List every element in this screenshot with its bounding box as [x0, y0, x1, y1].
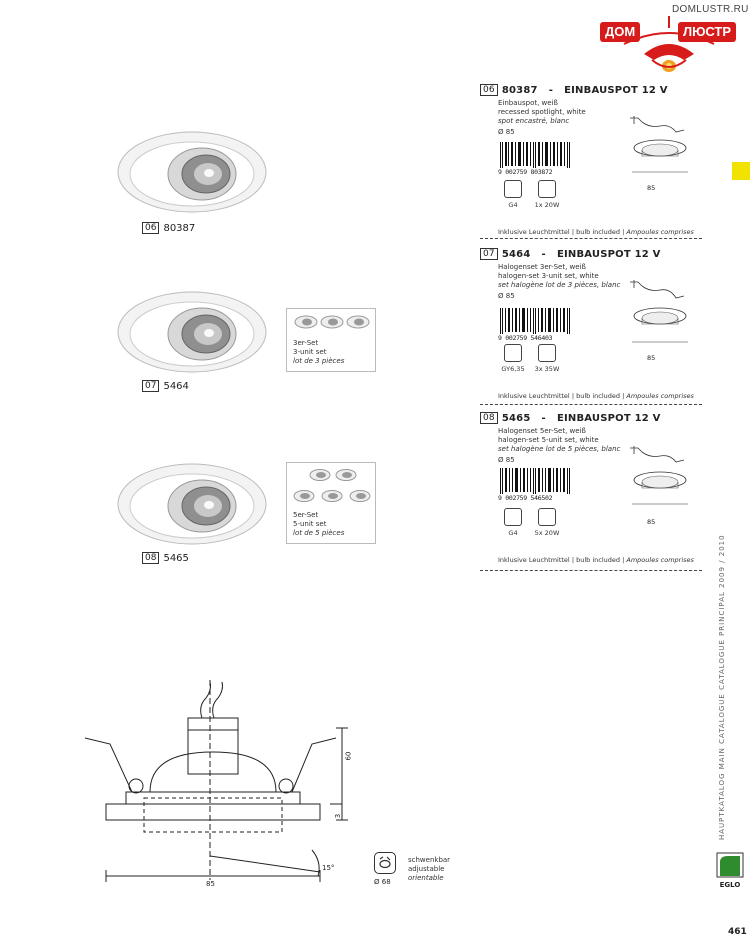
bulb-included-note: Inklusive Leuchtmittel | bulb included | Ampoules comprises — [498, 392, 694, 400]
barcode-bars-icon — [498, 142, 572, 170]
site-url: DOMLUSTR.RU — [672, 4, 749, 15]
diameter: Ø 85 — [498, 128, 515, 136]
spotlight-image-80387 — [116, 130, 268, 230]
product-tag-06: 06 80387 — [142, 222, 195, 234]
set-3-box — [286, 308, 376, 372]
eglo-text: EGLO — [719, 881, 741, 889]
product-heading: 08 5465 - EINBAUSPOT 12 V — [480, 412, 702, 424]
bulb-icon — [538, 344, 556, 362]
desc-de: Halogenset 5er-Set, weiß — [498, 427, 586, 435]
set-5-fr: lot de 5 pièces — [293, 529, 345, 537]
divider — [480, 404, 702, 405]
barcode-bars-icon — [498, 308, 572, 336]
desc-de: Einbauspot, weiß — [498, 99, 558, 107]
width-dimension: 85 — [206, 880, 215, 888]
desc-fr: set halogène lot de 3 pièces, blanc — [498, 281, 621, 289]
dimension-label: 85 — [647, 184, 656, 192]
spotlight-image-5464 — [116, 290, 268, 390]
set-3-de: 3er-Set — [293, 339, 319, 347]
product-drawing-icon — [620, 276, 700, 350]
barcode-bars-icon — [498, 468, 572, 496]
set-5-de: 5er-Set — [293, 511, 319, 519]
desc-fr: set halogène lot de 5 pièces, blanc — [498, 445, 621, 453]
height-dimension: 60 — [344, 751, 353, 761]
page-number: 461 — [728, 927, 747, 937]
socket-type: G4 — [508, 201, 518, 209]
desc-de: Halogenset 3er-Set, weiß — [498, 263, 586, 271]
product-block-80387 — [480, 84, 702, 240]
barcode-digits: 9 002759 546502 — [498, 494, 572, 502]
cutout-diameter: Ø 68 — [374, 878, 391, 886]
adjustable-label: schwenkbar adjustable orientable — [408, 856, 451, 882]
barcode-digits: 9 002759 803872 — [498, 168, 572, 176]
bulb-icon — [538, 508, 556, 526]
divider — [480, 570, 702, 571]
barcode-digits: 9 002759 546403 — [498, 334, 572, 342]
divider — [480, 238, 702, 239]
dom-lustr-logo — [594, 14, 744, 78]
dimension-label: 85 — [647, 518, 656, 526]
desc-en: halogen-set 5-unit set, white — [498, 436, 599, 444]
product-tag-08: 08 5465 — [142, 552, 189, 564]
set-5-en: 5-unit set — [293, 520, 327, 528]
desc-fr: spot encastré, blanc — [498, 117, 570, 125]
socket-type: GY6,35 — [501, 365, 525, 373]
set-3-fr: lot de 3 pièces — [293, 357, 345, 365]
logo-word-lustr: ЛЮСТР — [678, 22, 736, 42]
spotlight-image-5465 — [116, 462, 268, 562]
tilt-angle: 15° — [322, 864, 335, 872]
product-drawing-icon — [620, 112, 700, 182]
barcode — [498, 142, 572, 176]
logo-word-dom: ДОМ — [600, 22, 640, 42]
product-block-5464 — [480, 248, 702, 408]
catalogue-side-label: HAUPTKATALOG MAIN CATALOGUE CATALOGUE PRINCIPAL 2009 / 2010 — [718, 534, 726, 840]
technical-drawing — [80, 680, 380, 890]
eglo-logo — [716, 852, 744, 888]
diameter: Ø 85 — [498, 292, 515, 300]
bulb-included-note: Inklusive Leuchtmittel | bulb included | Ampoules comprises — [498, 228, 694, 236]
diameter: Ø 85 — [498, 456, 515, 464]
bulb-power: 3x 35W — [534, 365, 560, 373]
tilt-icon — [375, 853, 394, 872]
barcode — [498, 308, 572, 342]
product-heading: 06 80387 - EINBAUSPOT 12 V — [480, 84, 702, 96]
socket-icon — [504, 180, 522, 198]
set-3-en: 3-unit set — [293, 348, 327, 356]
socket-type: G4 — [508, 529, 518, 537]
bulb-power: 5x 20W — [534, 529, 560, 537]
bulb-power: 1x 20W — [534, 201, 560, 209]
adjustable-icon — [374, 852, 396, 874]
dimension-label: 85 — [647, 354, 656, 362]
barcode — [498, 468, 572, 502]
socket-icon — [504, 508, 522, 526]
bulb-included-note: Inklusive Leuchtmittel | bulb included | Ampoules comprises — [498, 556, 694, 564]
product-block-5465 — [480, 412, 702, 576]
depth-dimension: 3 — [334, 813, 343, 819]
product-drawing-icon — [620, 436, 700, 510]
eglo-mark-icon — [716, 852, 744, 878]
desc-en: halogen-set 3-unit set, white — [498, 272, 599, 280]
socket-icon — [504, 344, 522, 362]
set-3-spots-icon — [290, 312, 374, 334]
bulb-icon — [538, 180, 556, 198]
desc-en: recessed spotlight, white — [498, 108, 586, 116]
section-color-tab — [732, 162, 750, 180]
product-tag-07: 07 5464 — [142, 380, 189, 392]
set-5-box — [286, 462, 376, 544]
set-5-spots-icon — [290, 466, 374, 508]
product-heading: 07 5464 - EINBAUSPOT 12 V — [480, 248, 702, 260]
